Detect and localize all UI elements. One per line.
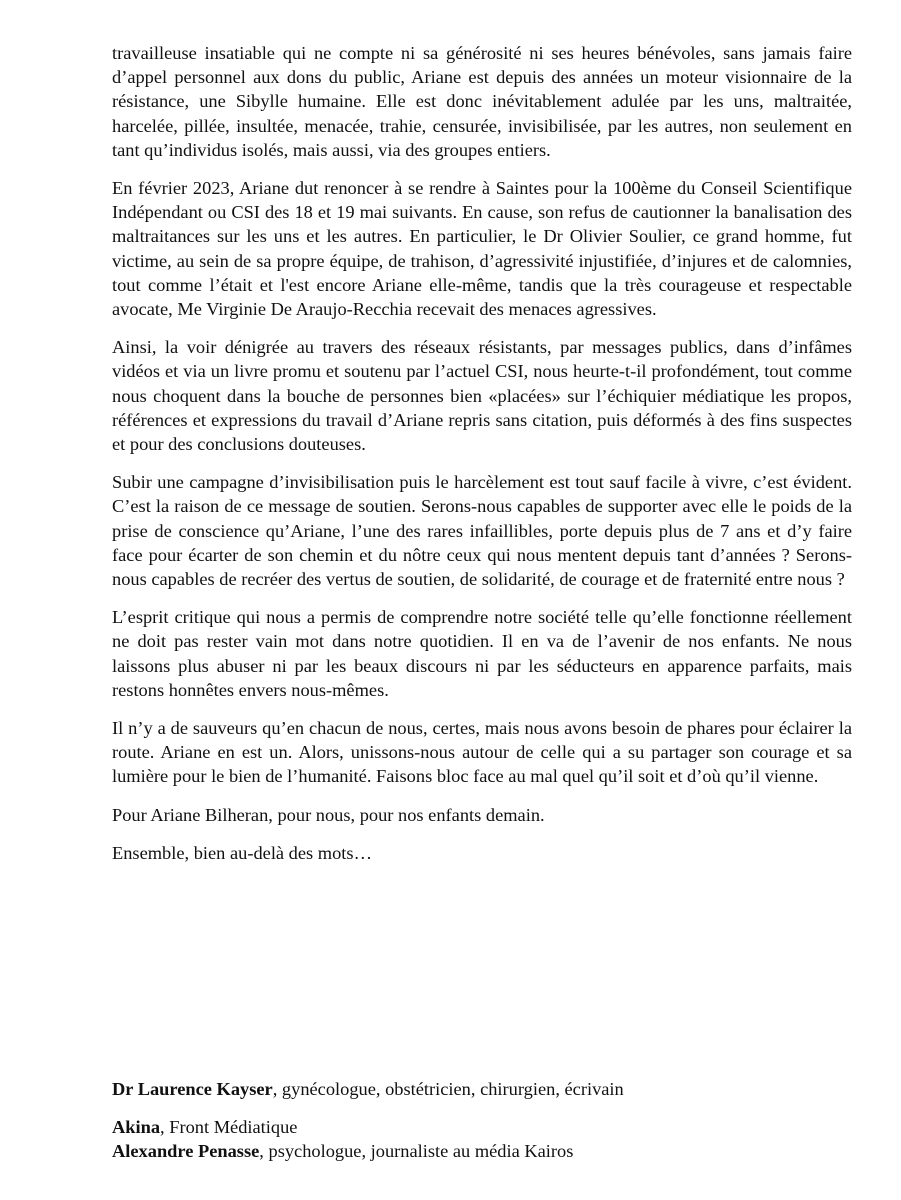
letter-body xyxy=(112,41,852,879)
paragraph-5: L’esprit critique qui nous a permis de comprendre notre société telle qu’elle fonctionne réellement ne doit pas rester vain mot dans notre quotidien. Il en va de l’avenir de nos enfants. Ne nous laissons plus abuser ni par les beaux discours ni par les séducteurs en apparence parfaits, mais restons honnêtes envers nous-mêmes. xyxy=(112,607,852,700)
paragraph-7: Pour Ariane Bilheran, pour nous, pour nos enfants demain. xyxy=(112,804,545,825)
signatory-role: , psychologue, journaliste au média Kairos xyxy=(259,1141,574,1162)
paragraph-6: Il n’y a de sauveurs qu’en chacun de nous, certes, mais nous avons besoin de phares pour éclairer la route. Ariane en est un. Alors, unissons-nous autour de celle qui a su partager son courage et sa lumière pour le bien de l’humanité. Faisons bloc face au mal quel qu’il soit et d’où qu’il vienne. xyxy=(112,718,852,787)
paragraph-3: Ainsi, la voir dénigrée au travers des réseaux résistants, par messages publics, dans d’infâmes vidéos et via un livre promu et soutenu par l’actuel CSI, nous heurte-t-il profondément, tout comme nous choquent dans la bouche de personnes bien «placées» sur l’échiquier médiatique les propos, références et expressions du travail d’Ariane repris sans citation, puis déformés à des fins suspectes et pour des conclusions douteuses. xyxy=(112,337,852,455)
signatory-1 xyxy=(112,1077,852,1101)
signatory-2 xyxy=(112,1115,852,1139)
signatory-name: Dr Laurence Kayser xyxy=(112,1079,273,1099)
signatory-name: Akina xyxy=(112,1117,161,1138)
signature-block xyxy=(112,1077,852,1164)
signatory-role: , Front Médiatique xyxy=(160,1117,298,1138)
signatory-role: , gynécologue, obstétricien, chirurgien, écrivain xyxy=(272,1079,624,1099)
signatory-name: Alexandre Penasse xyxy=(112,1141,260,1162)
signatory-3 xyxy=(112,1139,852,1163)
paragraph-4: Subir une campagne d’invisibilisation puis le harcèlement est tout sauf facile à vivre, c’est évident. C’est la raison de ce message de soutien. Serons-nous capables de supporter avec elle le poids de la prise de conscience qu’Ariane, l’une des rares infaillibles, porte depuis plus de 7 ans et d’y faire face pour écarter de son chemin et du nôtre ceux qui nous mentent depuis tant d’années ? Serons-nous capables de recréer des vertus de soutien, de solidarité, de courage et de fraternité entre nous ? xyxy=(112,472,852,590)
closing-line: Ensemble, bien au-delà des mots… xyxy=(112,842,372,863)
paragraph-2: En février 2023, Ariane dut renoncer à se rendre à Saintes pour la 100ème du Conseil Scientifique Indépendant ou CSI des 18 et 19 mai suivants. En cause, son refus de cautionner la banalisation des maltraitances sur les uns et les autres. En particulier, le Dr Olivier Soulier, ce grand homme, fut victime, au sein de sa propre équipe, de trahison, d’agressivité injustifiée, d’injures et de calomnies, tout comme l’était et l'est encore Ariane elle-même, tandis que la très courageuse et respectable avocate, Me Virginie De Araujo-Recchia recevait des menaces agressives. xyxy=(112,178,852,320)
paragraph-1: travailleuse insatiable qui ne compte ni sa générosité ni ses heures bénévoles, sans jamais faire d’appel personnel aux dons du public, Ariane est depuis des années un moteur visionnaire de la résistance, une Sibylle humaine. Elle est donc inévitablement adulée par les uns, maltraitée, harcelée, pillée, insultée, menacée, trahie, censurée, invisibilisée, par les autres, non seulement en tant qu’individus isolés, mais aussi, via des groupes entiers. xyxy=(112,43,852,160)
